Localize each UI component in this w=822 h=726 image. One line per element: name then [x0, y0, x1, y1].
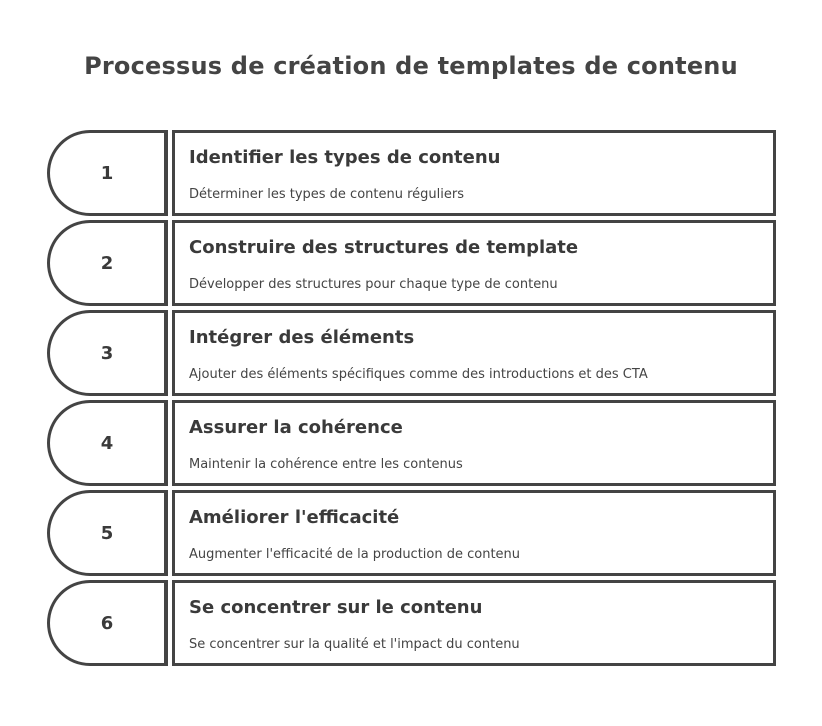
step-number: 3	[100, 342, 114, 364]
step-content	[172, 130, 776, 216]
process-steps	[47, 130, 776, 670]
step-title: Intégrer des éléments	[189, 327, 415, 348]
step-content	[172, 310, 776, 396]
step-description: Augmenter l'efficacité de la production de contenu	[189, 547, 521, 562]
step-title: Construire des structures de template	[189, 237, 579, 258]
step-number: 4	[100, 432, 114, 454]
process-step-3	[47, 310, 776, 396]
step-number-badge	[47, 490, 168, 576]
step-number-badge	[47, 130, 168, 216]
process-step-4	[47, 400, 776, 486]
diagram-title: Processus de création de templates de contenu	[84, 52, 738, 80]
step-number: 6	[100, 612, 114, 634]
step-content	[172, 580, 776, 666]
step-description: Ajouter des éléments spécifiques comme des introductions et des CTA	[189, 367, 648, 382]
step-title: Identifier les types de contenu	[189, 147, 501, 168]
step-number: 1	[100, 162, 114, 184]
process-step-6	[47, 580, 776, 666]
step-content	[172, 400, 776, 486]
step-title: Se concentrer sur le contenu	[189, 597, 483, 618]
step-content	[172, 490, 776, 576]
step-number: 5	[100, 522, 114, 544]
step-number-badge	[47, 400, 168, 486]
step-title: Assurer la cohérence	[189, 417, 403, 438]
step-description: Déterminer les types de contenu réguliers	[189, 187, 464, 202]
step-description: Maintenir la cohérence entre les contenus	[189, 457, 463, 472]
process-step-2	[47, 220, 776, 306]
step-number: 2	[100, 252, 114, 274]
step-content	[172, 220, 776, 306]
step-description: Développer des structures pour chaque type de contenu	[189, 277, 558, 292]
step-description: Se concentrer sur la qualité et l'impact du contenu	[189, 637, 520, 652]
step-title: Améliorer l'efficacité	[189, 507, 400, 528]
step-number-badge	[47, 310, 168, 396]
step-number-badge	[47, 220, 168, 306]
process-step-1	[47, 130, 776, 216]
step-number-badge	[47, 580, 168, 666]
process-step-5	[47, 490, 776, 576]
